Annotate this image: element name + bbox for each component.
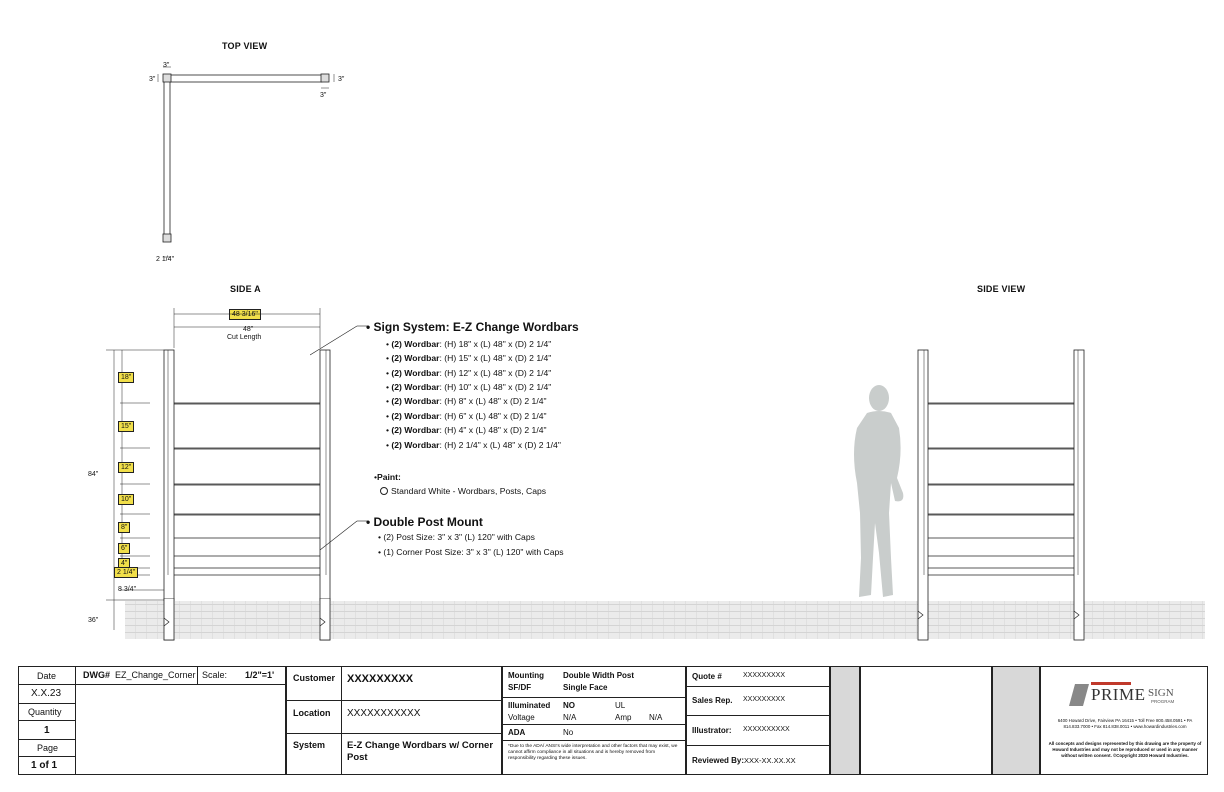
side-a-posts-ground — [160, 598, 340, 642]
paint-label: Paint — [377, 472, 399, 482]
page-label: Page — [37, 743, 59, 753]
voltage-label: Voltage — [508, 713, 535, 722]
person-silhouette-icon — [845, 383, 915, 603]
logo-swoosh-icon — [1069, 684, 1089, 706]
title-block-quote — [686, 666, 830, 775]
date-label: Date — [37, 671, 57, 681]
spec-wordbar-6: • (2) Wordbar: (H) 6" x (L) 48" x (D) 2 1/4" — [386, 411, 547, 421]
mounting-label: Mounting — [508, 671, 544, 680]
paint-value-row — [380, 486, 546, 496]
quantity-value: 1 — [44, 725, 50, 736]
top-dim-end-below: 3" — [320, 92, 327, 99]
dwg-value: EZ_Change_Corner — [115, 670, 196, 680]
title-block-customer — [286, 666, 502, 775]
wordbar-qty: (2) Wordbar — [391, 368, 440, 378]
mount-item-2: • (1) Corner Post Size: 3" x 3" (L) 120" with Caps — [378, 547, 564, 557]
spec-heading: • Sign System: E-Z Change Wordbars — [366, 320, 579, 334]
ada-value: No — [563, 728, 574, 737]
mounting-value: Double Width Post — [563, 671, 635, 680]
scale-label: Scale: — [202, 670, 228, 680]
wordbar-label-10: 10" — [118, 494, 134, 505]
radio-circle-icon — [380, 487, 388, 495]
illustrator-value: XXXXXXXXXX — [743, 726, 790, 733]
wordbar-label-8: 8" — [118, 522, 130, 533]
top-dim-post: 2 1/4" — [156, 256, 175, 263]
side-view-drawing — [910, 345, 1095, 645]
cut-length-label: Cut Length — [227, 334, 262, 341]
spec-wordbar-4: • (2) Wordbar: (H) 10" x (L) 48" x (D) 2 1/4" — [386, 382, 552, 392]
quantity-label: Quantity — [28, 707, 62, 717]
logo-program-text: PROGRAM — [1151, 699, 1175, 704]
location-label: Location — [293, 708, 331, 718]
wordbar-text: : (H) 8" x (L) 48" x (D) 2 1/4" — [439, 396, 547, 406]
location-value: XXXXXXXXXXX — [347, 708, 421, 719]
height-total: 84" — [88, 471, 99, 478]
gray-panel-left — [830, 666, 860, 775]
wordbar-text: : (H) 4" x (L) 48" x (D) 2 1/4" — [439, 425, 547, 435]
ul-label: UL — [615, 701, 626, 710]
ada-label: ADA — [508, 728, 526, 737]
customer-value: XXXXXXXXX — [347, 673, 414, 685]
wordbar-label-2-1-4: 2 1/4" — [114, 567, 138, 578]
wordbar-text: : (H) 2 1/4" x (L) 48" x (D) 2 1/4" — [439, 440, 561, 450]
logo-block — [1040, 666, 1208, 775]
illuminated-value: NO — [563, 701, 575, 710]
gray-panel-right — [992, 666, 1040, 775]
cut-width: 48" — [243, 326, 254, 333]
spec-wordbar-5: • (2) Wordbar: (H) 8" x (L) 48" x (D) 2 1/4" — [386, 396, 547, 406]
logo-sign-text: SIGN — [1148, 687, 1174, 699]
quote-label: Quote # — [692, 672, 722, 681]
voltage-value: N/A — [563, 713, 577, 722]
wordbar-text: : (H) 6" x (L) 48" x (D) 2 1/4" — [439, 411, 547, 421]
wordbar-qty: (2) Wordbar — [391, 382, 440, 392]
top-view-drawing — [140, 58, 360, 268]
title-block-info — [18, 666, 286, 775]
sfdf-value: Single Face — [563, 683, 608, 692]
illuminated-label: Illuminated — [508, 701, 551, 710]
side-a-title: SIDE A — [230, 284, 261, 294]
wordbar-qty: (2) Wordbar — [391, 353, 440, 363]
wordbar-text: : (H) 12" x (L) 48" x (D) 2 1/4" — [439, 368, 552, 378]
prime-sign-logo — [1069, 682, 1181, 708]
wordbar-qty: (2) Wordbar — [391, 425, 440, 435]
spec-wordbar-7: • (2) Wordbar: (H) 4" x (L) 48" x (D) 2 1/4" — [386, 425, 547, 435]
system-label: System — [293, 740, 326, 750]
wordbar-qty: (2) Wordbar — [391, 411, 440, 421]
mount-item-text: (1) Corner Post Size: 3" x 3" (L) 120" with Caps — [383, 547, 564, 557]
dwg-label: DWG# — [83, 670, 110, 680]
system-value: E-Z Change Wordbars w/ Corner Post — [347, 740, 494, 763]
mount-item-text: (2) Post Size: 3" x 3" (L) 120" with Caps — [383, 532, 535, 542]
blank-panel — [860, 666, 992, 775]
bottom-gap: 8 3/4" — [118, 586, 137, 593]
wordbar-qty: (2) Wordbar — [391, 440, 440, 450]
company-notice: All concepts and designs represented by this drawing are the property of Howard Industries and may not be reproduced or used in any manner without written consent. ©Copyright 2020 Howard Industries. — [1048, 741, 1202, 758]
sfdf-label: SF/DF — [508, 683, 532, 692]
top-dim-corner-top: 3" — [163, 62, 170, 69]
illustrator-label: Illustrator: — [692, 726, 732, 735]
spec-wordbar-1: • (2) Wordbar: (H) 18" x (L) 48" x (D) 2 1/4" — [386, 339, 552, 349]
paint-value: Standard White - Wordbars, Posts, Caps — [391, 486, 547, 496]
top-view-title: TOP VIEW — [222, 41, 268, 51]
page-value: 1 of 1 — [31, 760, 58, 771]
top-dim-end-right: 3" — [338, 76, 345, 83]
amp-value: N/A — [649, 713, 663, 722]
side-view-title: SIDE VIEW — [977, 284, 1026, 294]
company-address: 6400 Howard Drive, Fairview PA 16415 • Toll Free 800.458.0591 • PA 814.833.7000 • Fax 814.838.0011 • www.howardindustries.com — [1057, 718, 1193, 729]
sales-rep-value: XXXXXXXXX — [743, 696, 786, 703]
reviewed-label: Reviewed By: — [692, 756, 745, 765]
customer-label: Customer — [293, 673, 336, 683]
width-label: 48 3/16" — [229, 309, 261, 320]
title-block-mounting — [502, 666, 686, 775]
wordbar-qty: (2) Wordbar — [391, 396, 440, 406]
logo-prime-text: PRIME — [1091, 685, 1146, 704]
below-ground: 36" — [88, 617, 99, 624]
reviewed-value: XXX-XX.XX.XX — [744, 756, 796, 765]
spec-wordbar-2: • (2) Wordbar: (H) 15" x (L) 48" x (D) 2 1/4" — [386, 353, 552, 363]
amp-label: Amp — [615, 713, 632, 722]
ada-note: *Due to the ADA/ ANSI's wide interpretation and other factors that may exist, we cannot affirm compliance in all situations and is hereby removed from responsibility regarding these issues. — [508, 744, 678, 761]
paint-heading: •Paint: — [374, 472, 401, 482]
spec-wordbar-8: • (2) Wordbar: (H) 2 1/4" x (L) 48" x (D) 2 1/4" — [386, 440, 561, 450]
quote-value: XXXXXXXXX — [743, 672, 786, 679]
top-dim-corner-left: 3" — [149, 76, 156, 83]
wordbar-label-18: 18" — [118, 372, 134, 383]
wordbar-text: : (H) 15" x (L) 48" x (D) 2 1/4" — [439, 353, 552, 363]
spec-heading-text: Sign System: E-Z Change Wordbars — [373, 320, 579, 334]
mount-item-1: • (2) Post Size: 3" x 3" (L) 120" with Caps — [378, 532, 535, 542]
mount-heading-text: Double Post Mount — [373, 515, 483, 529]
scale-value: 1/2"=1' — [245, 670, 275, 680]
spec-wordbar-3: • (2) Wordbar: (H) 12" x (L) 48" x (D) 2 1/4" — [386, 368, 552, 378]
wordbar-label-6: 6" — [118, 543, 130, 554]
wordbar-label-12: 12" — [118, 462, 134, 473]
wordbar-qty: (2) Wordbar — [391, 339, 440, 349]
sales-rep-label: Sales Rep. — [692, 696, 733, 705]
mount-heading: • Double Post Mount — [366, 515, 483, 529]
date-value: X.X.23 — [31, 688, 62, 699]
wordbar-text: : (H) 10" x (L) 48" x (D) 2 1/4" — [439, 382, 552, 392]
wordbar-text: : (H) 18" x (L) 48" x (D) 2 1/4" — [439, 339, 552, 349]
wordbar-label-4: 4" — [118, 558, 130, 569]
wordbar-label-15: 15" — [118, 421, 134, 432]
